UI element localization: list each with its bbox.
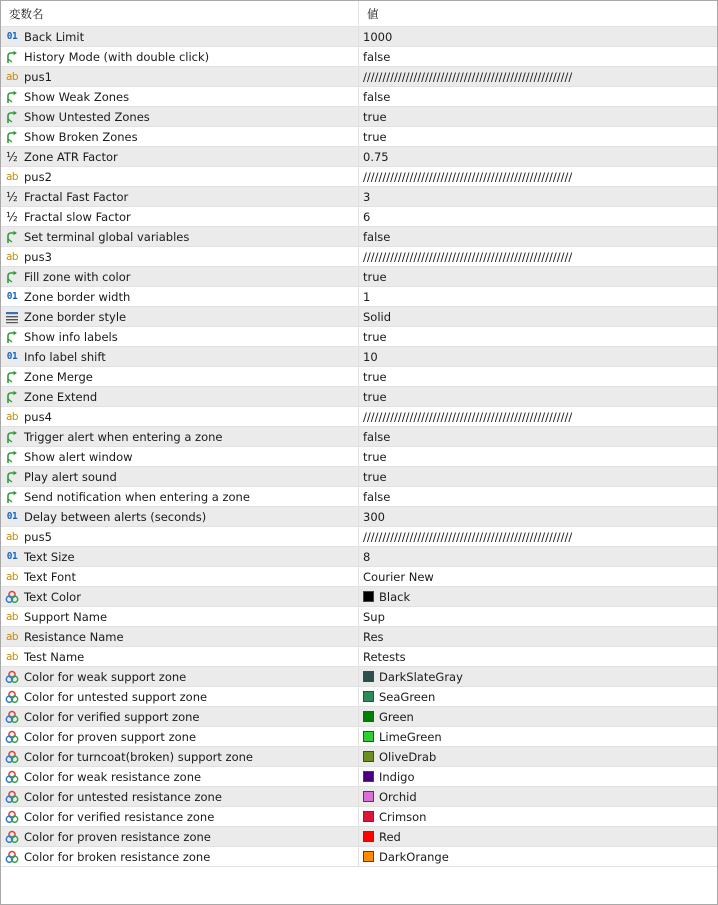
variable-name-label: Zone Merge xyxy=(24,369,93,384)
variable-name-cell[interactable] xyxy=(1,647,359,666)
variable-name-label: Zone Extend xyxy=(24,389,98,404)
value-label: 8 xyxy=(363,549,371,564)
value-cell[interactable] xyxy=(359,607,717,626)
value-cell[interactable] xyxy=(359,707,717,726)
table-row[interactable] xyxy=(1,787,717,807)
value-cell[interactable] xyxy=(359,367,717,386)
table-row[interactable] xyxy=(1,627,717,647)
color-swatch xyxy=(363,811,374,822)
variable-name-cell[interactable] xyxy=(1,827,359,846)
value-cell[interactable] xyxy=(359,287,717,306)
variable-name-cell[interactable] xyxy=(1,407,359,426)
variable-name-cell[interactable] xyxy=(1,467,359,486)
value-cell[interactable] xyxy=(359,687,717,706)
value-cell[interactable] xyxy=(359,827,717,846)
value-cell[interactable] xyxy=(359,407,717,426)
variable-name-cell[interactable] xyxy=(1,607,359,626)
value-label: DarkOrange xyxy=(379,849,449,864)
color-type-icon xyxy=(5,770,19,784)
variable-name-label: Color for verified support zone xyxy=(24,709,200,724)
value-cell[interactable] xyxy=(359,67,717,86)
table-row[interactable] xyxy=(1,187,717,207)
color-swatch xyxy=(363,831,374,842)
bool-type-icon xyxy=(5,110,19,124)
int-type-icon: 01 xyxy=(6,291,18,302)
color-type-icon xyxy=(5,810,19,824)
value-label: 1 xyxy=(363,289,371,304)
string-type-icon: ab xyxy=(5,250,19,263)
variable-name-label: Color for proven support zone xyxy=(24,729,197,744)
variable-name-label: Play alert sound xyxy=(24,469,117,484)
variable-name-cell[interactable] xyxy=(1,167,359,186)
int-type-icon: 01 xyxy=(6,351,18,362)
value-cell[interactable] xyxy=(359,587,717,606)
color-type-icon xyxy=(5,730,19,744)
variable-name-cell[interactable] xyxy=(1,347,359,366)
variable-name-label: Color for untested support zone xyxy=(24,689,208,704)
value-label: Crimson xyxy=(379,809,427,824)
value-cell[interactable] xyxy=(359,427,717,446)
value-label: ////////////////////////////////////////////////////// xyxy=(363,69,573,84)
variable-name-label: Info label shift xyxy=(24,349,106,364)
value-cell[interactable] xyxy=(359,187,717,206)
bool-type-icon xyxy=(5,470,19,484)
value-cell[interactable] xyxy=(359,507,717,526)
variable-name-label: Color for untested resistance zone xyxy=(24,789,222,804)
variable-name-cell[interactable] xyxy=(1,27,359,46)
color-swatch xyxy=(363,851,374,862)
variable-name-label: Zone border style xyxy=(24,309,127,324)
value-label: true xyxy=(363,109,387,124)
value-cell[interactable] xyxy=(359,627,717,646)
variable-name-cell[interactable] xyxy=(1,487,359,506)
table-row[interactable] xyxy=(1,607,717,627)
variable-name-label: Set terminal global variables xyxy=(24,229,190,244)
value-label: OliveDrab xyxy=(379,749,437,764)
bool-type-icon xyxy=(5,430,19,444)
table-row[interactable] xyxy=(1,727,717,747)
value-label: ////////////////////////////////////////////////////// xyxy=(363,169,573,184)
variable-name-label: Text Size xyxy=(24,549,75,564)
value-cell[interactable] xyxy=(359,747,717,766)
variable-name-cell[interactable] xyxy=(1,527,359,546)
int-type-icon: 01 xyxy=(6,31,18,42)
variable-name-cell[interactable] xyxy=(1,427,359,446)
string-type-icon: ab xyxy=(5,170,19,183)
double-type-icon: ½ xyxy=(6,149,18,164)
variable-name-cell[interactable] xyxy=(1,507,359,526)
variable-name-cell[interactable] xyxy=(1,667,359,686)
variable-name-label: Show Untested Zones xyxy=(24,109,150,124)
value-cell[interactable] xyxy=(359,167,717,186)
color-swatch xyxy=(363,771,374,782)
table-row[interactable] xyxy=(1,487,717,507)
variable-name-cell[interactable] xyxy=(1,187,359,206)
value-label: Red xyxy=(379,829,401,844)
table-row[interactable] xyxy=(1,387,717,407)
value-label: Green xyxy=(379,709,414,724)
value-label: 10 xyxy=(363,349,378,364)
variable-name-cell[interactable] xyxy=(1,747,359,766)
color-swatch xyxy=(363,731,374,742)
value-label: ////////////////////////////////////////////////////// xyxy=(363,529,573,544)
table-row[interactable] xyxy=(1,807,717,827)
value-label: Courier New xyxy=(363,569,434,584)
value-label: true xyxy=(363,269,387,284)
color-type-icon xyxy=(5,690,19,704)
column-header-variable-name[interactable]: 変数名 xyxy=(1,1,359,26)
variable-name-label: Zone ATR Factor xyxy=(24,149,118,164)
value-cell[interactable] xyxy=(359,147,717,166)
table-row[interactable] xyxy=(1,747,717,767)
value-cell[interactable] xyxy=(359,347,717,366)
value-label: false xyxy=(363,229,391,244)
bool-type-icon xyxy=(5,370,19,384)
table-row[interactable] xyxy=(1,467,717,487)
variable-name-label: Color for weak support zone xyxy=(24,669,187,684)
value-cell[interactable] xyxy=(359,267,717,286)
value-cell[interactable] xyxy=(359,667,717,686)
value-cell[interactable] xyxy=(359,87,717,106)
table-row[interactable] xyxy=(1,207,717,227)
grid-header xyxy=(1,1,717,27)
string-type-icon: ab xyxy=(5,70,19,83)
variable-name-cell[interactable] xyxy=(1,567,359,586)
variable-name-label: Test Name xyxy=(24,649,85,664)
table-row[interactable] xyxy=(1,87,717,107)
variable-name-label: Trigger alert when entering a zone xyxy=(24,429,223,444)
table-row[interactable] xyxy=(1,107,717,127)
value-label: true xyxy=(363,129,387,144)
value-label: Retests xyxy=(363,649,406,664)
table-row[interactable] xyxy=(1,667,717,687)
variable-name-label: Send notification when entering a zone xyxy=(24,489,250,504)
table-row[interactable] xyxy=(1,827,717,847)
variable-name-label: Text Font xyxy=(24,569,76,584)
value-label: false xyxy=(363,489,391,504)
value-cell[interactable] xyxy=(359,527,717,546)
variable-name-cell[interactable] xyxy=(1,107,359,126)
value-label: true xyxy=(363,369,387,384)
variable-name-cell[interactable] xyxy=(1,587,359,606)
color-type-icon xyxy=(5,710,19,724)
variable-name-label: Color for proven resistance zone xyxy=(24,829,211,844)
table-row[interactable] xyxy=(1,547,717,567)
value-label: 1000 xyxy=(363,29,393,44)
value-label: 300 xyxy=(363,509,385,524)
bool-type-icon xyxy=(5,230,19,244)
value-cell[interactable] xyxy=(359,567,717,586)
value-cell[interactable] xyxy=(359,327,717,346)
table-row[interactable] xyxy=(1,327,717,347)
variable-name-label: Back Limit xyxy=(24,29,85,44)
value-label: Black xyxy=(379,589,411,604)
value-cell[interactable] xyxy=(359,127,717,146)
variable-name-cell[interactable] xyxy=(1,327,359,346)
enum-type-icon xyxy=(5,310,19,324)
value-cell[interactable] xyxy=(359,247,717,266)
string-type-icon: ab xyxy=(5,630,19,643)
table-row[interactable] xyxy=(1,347,717,367)
variable-name-label: pus2 xyxy=(24,169,52,184)
value-label: false xyxy=(363,49,391,64)
variable-name-cell[interactable] xyxy=(1,127,359,146)
value-cell[interactable] xyxy=(359,787,717,806)
value-cell[interactable] xyxy=(359,227,717,246)
value-cell[interactable] xyxy=(359,107,717,126)
variable-name-label: Color for weak resistance zone xyxy=(24,769,202,784)
value-label: Res xyxy=(363,629,384,644)
variable-name-label: Color for turncoat(broken) support zone xyxy=(24,749,253,764)
value-label: DarkSlateGray xyxy=(379,669,463,684)
value-label: ////////////////////////////////////////////////////// xyxy=(363,409,573,424)
string-type-icon: ab xyxy=(5,530,19,543)
value-label: LimeGreen xyxy=(379,729,442,744)
value-cell[interactable] xyxy=(359,807,717,826)
bool-type-icon xyxy=(5,390,19,404)
table-row[interactable] xyxy=(1,687,717,707)
int-type-icon: 01 xyxy=(6,551,18,562)
variable-name-cell[interactable] xyxy=(1,387,359,406)
color-type-icon xyxy=(5,670,19,684)
variable-name-label: Fractal Fast Factor xyxy=(24,189,129,204)
value-label: Orchid xyxy=(379,789,417,804)
variable-name-cell[interactable] xyxy=(1,807,359,826)
bool-type-icon xyxy=(5,330,19,344)
variable-name-cell[interactable] xyxy=(1,47,359,66)
variable-name-cell[interactable] xyxy=(1,307,359,326)
variable-name-cell[interactable] xyxy=(1,627,359,646)
variable-name-label: Show Broken Zones xyxy=(24,129,138,144)
variable-name-cell[interactable] xyxy=(1,367,359,386)
string-type-icon: ab xyxy=(5,650,19,663)
color-type-icon xyxy=(5,590,19,604)
value-label: false xyxy=(363,89,391,104)
table-row[interactable] xyxy=(1,407,717,427)
color-type-icon xyxy=(5,790,19,804)
color-swatch xyxy=(363,691,374,702)
value-label: true xyxy=(363,449,387,464)
variable-name-cell[interactable] xyxy=(1,547,359,566)
variable-name-cell[interactable] xyxy=(1,207,359,226)
table-row[interactable] xyxy=(1,287,717,307)
variable-name-label: Fractal slow Factor xyxy=(24,209,131,224)
variable-name-cell[interactable] xyxy=(1,707,359,726)
table-row[interactable] xyxy=(1,707,717,727)
value-label: false xyxy=(363,429,391,444)
value-cell[interactable] xyxy=(359,767,717,786)
string-type-icon: ab xyxy=(5,610,19,623)
table-row[interactable] xyxy=(1,27,717,47)
value-cell[interactable] xyxy=(359,647,717,666)
variable-name-label: pus3 xyxy=(24,249,52,264)
double-type-icon: ½ xyxy=(6,189,18,204)
table-row[interactable] xyxy=(1,427,717,447)
variable-name-cell[interactable] xyxy=(1,67,359,86)
variable-name-label: pus5 xyxy=(24,529,52,544)
table-row[interactable] xyxy=(1,647,717,667)
value-cell[interactable] xyxy=(359,387,717,406)
table-row[interactable] xyxy=(1,567,717,587)
value-label: true xyxy=(363,329,387,344)
column-header-value[interactable]: 値 xyxy=(367,6,379,21)
value-label: 3 xyxy=(363,189,371,204)
bool-type-icon xyxy=(5,450,19,464)
string-type-icon: ab xyxy=(5,570,19,583)
variable-name-label: Color for broken resistance zone xyxy=(24,849,211,864)
table-row[interactable] xyxy=(1,507,717,527)
variable-name-label: Resistance Name xyxy=(24,629,124,644)
table-row[interactable] xyxy=(1,247,717,267)
variable-name-label: Fill zone with color xyxy=(24,269,131,284)
bool-type-icon xyxy=(5,90,19,104)
bool-type-icon xyxy=(5,270,19,284)
variable-name-cell[interactable] xyxy=(1,227,359,246)
int-type-icon: 01 xyxy=(6,511,18,522)
value-cell[interactable] xyxy=(359,447,717,466)
variable-name-label: Show info labels xyxy=(24,329,118,344)
table-row[interactable] xyxy=(1,127,717,147)
table-row[interactable] xyxy=(1,147,717,167)
value-cell[interactable] xyxy=(359,727,717,746)
color-type-icon xyxy=(5,830,19,844)
color-type-icon xyxy=(5,850,19,864)
variable-name-cell[interactable] xyxy=(1,787,359,806)
variable-name-cell[interactable] xyxy=(1,147,359,166)
variable-name-cell[interactable] xyxy=(1,767,359,786)
value-cell[interactable] xyxy=(359,307,717,326)
value-cell[interactable] xyxy=(359,487,717,506)
color-swatch xyxy=(363,671,374,682)
value-label: true xyxy=(363,469,387,484)
variable-name-label: Show alert window xyxy=(24,449,133,464)
color-swatch xyxy=(363,751,374,762)
value-label: Indigo xyxy=(379,769,415,784)
value-label: ////////////////////////////////////////////////////// xyxy=(363,249,573,264)
bool-type-icon xyxy=(5,50,19,64)
variable-name-label: pus1 xyxy=(24,69,52,84)
variable-name-label: pus4 xyxy=(24,409,52,424)
variable-name-label: Zone border width xyxy=(24,289,131,304)
variable-name-cell[interactable] xyxy=(1,87,359,106)
color-swatch xyxy=(363,711,374,722)
table-row[interactable] xyxy=(1,307,717,327)
table-row[interactable] xyxy=(1,527,717,547)
color-swatch xyxy=(363,591,374,602)
value-cell[interactable] xyxy=(359,847,717,866)
variable-name-cell[interactable] xyxy=(1,287,359,306)
table-row[interactable] xyxy=(1,587,717,607)
table-row[interactable] xyxy=(1,47,717,67)
bool-type-icon xyxy=(5,490,19,504)
value-cell[interactable] xyxy=(359,27,717,46)
value-cell[interactable] xyxy=(359,547,717,566)
table-row[interactable] xyxy=(1,447,717,467)
table-row[interactable] xyxy=(1,67,717,87)
table-row[interactable] xyxy=(1,227,717,247)
variable-name-cell[interactable] xyxy=(1,847,359,866)
table-row[interactable] xyxy=(1,767,717,787)
grid-rows xyxy=(1,27,717,867)
variable-name-cell[interactable] xyxy=(1,247,359,266)
variable-name-label: Delay between alerts (seconds) xyxy=(24,509,207,524)
variable-name-label: Text Color xyxy=(24,589,81,604)
value-label: 6 xyxy=(363,209,371,224)
value-label: SeaGreen xyxy=(379,689,436,704)
value-label: Solid xyxy=(363,309,392,324)
variable-name-cell[interactable] xyxy=(1,727,359,746)
variable-name-cell[interactable] xyxy=(1,447,359,466)
variable-name-label: Support Name xyxy=(24,609,108,624)
value-cell[interactable] xyxy=(359,207,717,226)
variable-name-cell[interactable] xyxy=(1,267,359,286)
bool-type-icon xyxy=(5,130,19,144)
table-row[interactable] xyxy=(1,267,717,287)
variable-name-label: Color for verified resistance zone xyxy=(24,809,215,824)
value-label: Sup xyxy=(363,609,385,624)
variable-name-cell[interactable] xyxy=(1,687,359,706)
color-swatch xyxy=(363,791,374,802)
table-row[interactable] xyxy=(1,167,717,187)
value-cell[interactable] xyxy=(359,47,717,66)
table-row[interactable] xyxy=(1,367,717,387)
value-cell[interactable] xyxy=(359,467,717,486)
value-label: 0.75 xyxy=(363,149,389,164)
table-row[interactable] xyxy=(1,847,717,867)
double-type-icon: ½ xyxy=(6,209,18,224)
value-label: true xyxy=(363,389,387,404)
variable-name-label: Show Weak Zones xyxy=(24,89,130,104)
variable-name-label: History Mode (with double click) xyxy=(24,49,210,64)
color-type-icon xyxy=(5,750,19,764)
string-type-icon: ab xyxy=(5,410,19,423)
